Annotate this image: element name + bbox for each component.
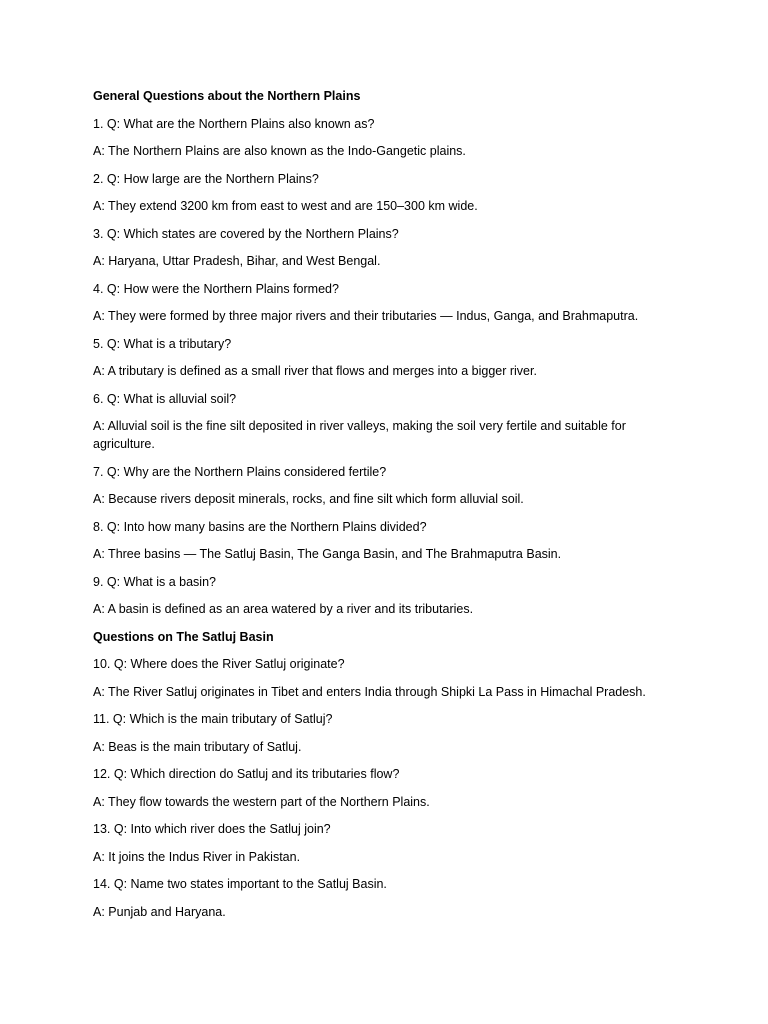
question: 1. Q: What are the Northern Plains also known as? [93, 116, 375, 131]
section-heading: General Questions about the Northern Plains [93, 89, 361, 103]
document-page [93, 87, 683, 930]
question: 4. Q: How were the Northern Plains formed? [93, 281, 339, 296]
question: 5. Q: What is a tributary? [93, 336, 232, 351]
question: 12. Q: Which direction do Satluj and its tributaries flow? [93, 767, 400, 781]
question: 9. Q: What is a basin? [93, 574, 216, 589]
question: 14. Q: Name two states important to the Satluj Basin. [93, 877, 387, 891]
answer: A: They were formed by three major rivers and their tributaries — Indus, Ganga, and Brahmaputra. [93, 309, 639, 323]
answer: A: The River Satluj originates in Tibet and enters India through Shipki La Pass in Himachal Pradesh. [93, 684, 646, 699]
answer: A: The Northern Plains are also known as the Indo-Gangetic plains. [93, 144, 466, 158]
question: 8. Q: Into how many basins are the Northern Plains divided? [93, 519, 427, 534]
section-heading: Questions on The Satluj Basin [93, 629, 274, 644]
answer: A: A basin is defined as an area watered by a river and its tributaries. [93, 602, 474, 616]
answer: A: Alluvial soil is the fine silt deposited in river valleys, making the soil very fertile and suitable for agriculture. [93, 419, 626, 451]
question: 10. Q: Where does the River Satluj originate? [93, 657, 345, 671]
answer: A: Because rivers deposit minerals, rocks, and fine silt which form alluvial soil. [93, 492, 524, 506]
answer: A: Three basins — The Satluj Basin, The Ganga Basin, and The Brahmaputra Basin. [93, 547, 562, 561]
answer: A: Haryana, Uttar Pradesh, Bihar, and West Bengal. [93, 254, 381, 268]
question: 7. Q: Why are the Northern Plains considered fertile? [93, 464, 387, 479]
answer: A: It joins the Indus River in Pakistan. [93, 849, 301, 864]
question: 6. Q: What is alluvial soil? [93, 391, 237, 406]
answer: A: A tributary is defined as a small river that flows and merges into a bigger river. [93, 364, 537, 378]
answer: A: Beas is the main tributary of Satluj. [93, 739, 302, 754]
answer: A: Punjab and Haryana. [93, 904, 226, 919]
question: 3. Q: Which states are covered by the Northern Plains? [93, 226, 399, 241]
question: 11. Q: Which is the main tributary of Satluj? [93, 712, 333, 726]
question: 13. Q: Into which river does the Satluj join? [93, 822, 331, 836]
question: 2. Q: How large are the Northern Plains? [93, 171, 319, 186]
answer: A: They flow towards the western part of the Northern Plains. [93, 794, 430, 809]
answer: A: They extend 3200 km from east to west and are 150–300 km wide. [93, 199, 478, 213]
